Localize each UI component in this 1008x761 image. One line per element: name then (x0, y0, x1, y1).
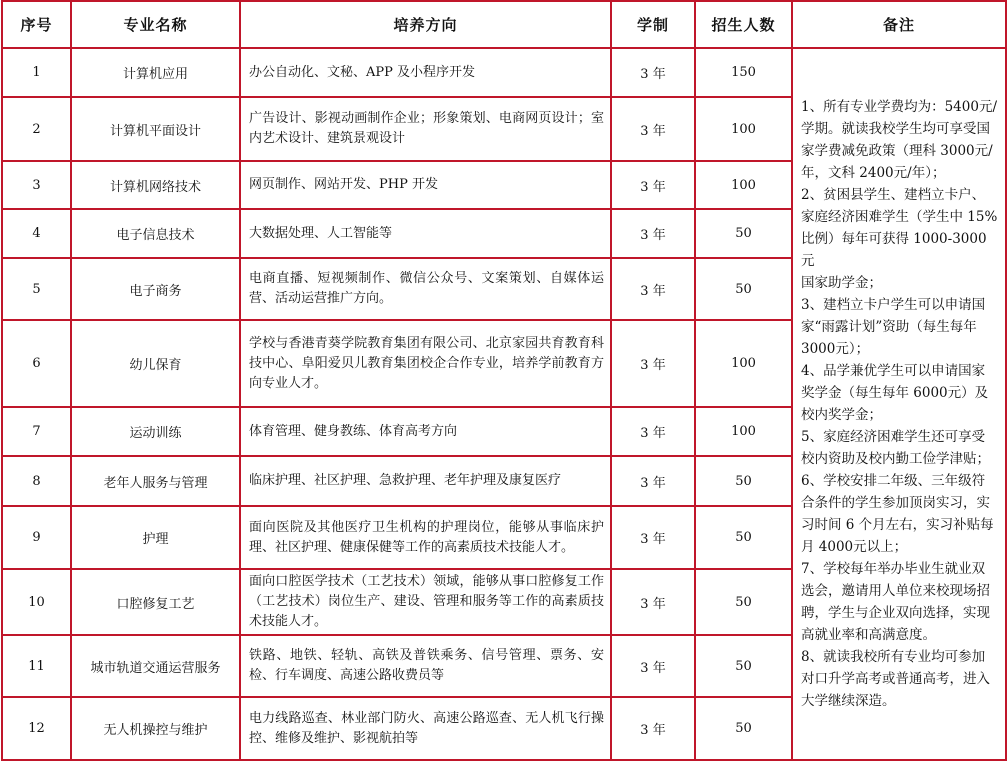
seq-cell: 7 (2, 407, 71, 456)
major-cell: 计算机平面设计 (71, 97, 240, 161)
remark-line: 合条件的学生参加顶岗实习，实 (801, 495, 990, 511)
remark-line: 奖学金（每生每年 6000元）及 (801, 385, 989, 401)
remark-line: 习时间 6 个月左右，实习补贴每 (801, 517, 994, 533)
remark-line: 6、学校安排二年级、三年级符 (801, 473, 986, 489)
remark-cell (792, 48, 1006, 760)
seq-cell: 11 (2, 635, 71, 697)
enrollment-cell: 50 (695, 209, 792, 258)
seq-cell: 2 (2, 97, 71, 161)
direction-cell: 电力线路巡查、林业部门防火、高速公路巡查、无人机飞行操控、维修及维护、影视航拍等 (240, 697, 611, 760)
remark-line: 国家助学金； (801, 275, 882, 291)
enrollment-cell: 50 (695, 506, 792, 569)
duration-cell: 3 年 (611, 506, 695, 569)
seq-cell: 9 (2, 506, 71, 569)
remark-line: 校内奖学金； (801, 407, 882, 423)
enrollment-cell: 50 (695, 258, 792, 320)
direction-cell: 面向口腔医学技术（工艺技术）领域，能够从事口腔修复工作（工艺技术）岗位生产、建设、管理和服务等工作的高素质技术技能人才。 (240, 569, 611, 635)
enrollment-cell: 150 (695, 48, 792, 97)
enrollment-cell: 50 (695, 569, 792, 635)
seq-cell: 5 (2, 258, 71, 320)
direction-cell: 体育管理、健身教练、体育高考方向 (240, 407, 611, 456)
major-cell: 城市轨道交通运营服务 (71, 635, 240, 697)
header-remark: 备注 (792, 1, 1006, 48)
seq-cell: 12 (2, 697, 71, 760)
enrollment-cell: 100 (695, 320, 792, 407)
enrollment-table (1, 0, 1007, 761)
major-cell: 无人机操控与维护 (71, 697, 240, 760)
remark-line: 2、贫困县学生、建档立卡户、 (801, 187, 986, 203)
seq-cell: 1 (2, 48, 71, 97)
seq-cell: 4 (2, 209, 71, 258)
remark-line: 学期。就读我校学生均可享受国 (801, 121, 990, 137)
remark-line: 7、学校每年举办毕业生就业双 (801, 561, 986, 577)
direction-cell: 面向医院及其他医疗卫生机构的护理岗位，能够从事临床护理、社区护理、健康保健等工作的高素质技术技能人才。 (240, 506, 611, 569)
table-row (2, 48, 1006, 97)
duration-cell: 3 年 (611, 407, 695, 456)
enrollment-cell: 100 (695, 97, 792, 161)
remark-line: 选会，邀请用人单位来校现场招 (801, 583, 990, 599)
remark-line: 家庭经济困难学生（学生中 15% (801, 209, 998, 225)
major-cell: 口腔修复工艺 (71, 569, 240, 635)
remark-line: 8、就读我校所有专业均可参加 (801, 649, 986, 665)
major-cell: 幼儿保育 (71, 320, 240, 407)
remark-line: 3、建档立卡户学生可以申请国 (801, 297, 986, 313)
duration-cell: 3 年 (611, 209, 695, 258)
header-row (2, 1, 1006, 48)
remark-line: 4、品学兼优学生可以申请国家 (801, 363, 986, 379)
duration-cell: 3 年 (611, 161, 695, 209)
remark-text (801, 96, 999, 712)
seq-cell: 10 (2, 569, 71, 635)
remark-line: 校内资助及校内勤工俭学津贴； (801, 451, 990, 467)
major-cell: 护理 (71, 506, 240, 569)
enrollment-cell: 50 (695, 697, 792, 760)
major-cell: 电子商务 (71, 258, 240, 320)
duration-cell: 3 年 (611, 697, 695, 760)
remark-line: 比例）每年可获得 1000-3000元 (801, 231, 987, 269)
direction-cell: 临床护理、社区护理、急救护理、老年护理及康复医疗 (240, 456, 611, 506)
remark-line: 大学继续深造。 (801, 693, 896, 709)
enrollment-cell: 100 (695, 161, 792, 209)
header-seq: 序号 (2, 1, 71, 48)
direction-cell: 铁路、地铁、轻轨、高铁及普铁乘务、信号管理、票务、安检、行车调度、高速公路收费员等 (240, 635, 611, 697)
direction-cell: 网页制作、网站开发、PHP 开发 (240, 161, 611, 209)
major-cell: 老年人服务与管理 (71, 456, 240, 506)
major-cell: 电子信息技术 (71, 209, 240, 258)
seq-cell: 8 (2, 456, 71, 506)
direction-cell: 学校与香港青葵学院教育集团有限公司、北京家园共育教育科技中心、阜阳爱贝儿教育集团校企合作专业，培养学前教育方向专业人才。 (240, 320, 611, 407)
remark-line: 月 4000元以上； (801, 539, 908, 555)
remark-line: 家“雨露计划”资助（每生每年 (801, 319, 977, 335)
seq-cell: 3 (2, 161, 71, 209)
remark-line: 家学费减免政策（理科 3000元/ (801, 143, 993, 159)
remark-line: 5、家庭经济困难学生还可享受 (801, 429, 986, 445)
header-duration: 学制 (611, 1, 695, 48)
duration-cell: 3 年 (611, 48, 695, 97)
enrollment-cell: 100 (695, 407, 792, 456)
major-cell: 运动训练 (71, 407, 240, 456)
duration-cell: 3 年 (611, 456, 695, 506)
remark-line: 聘，学生与企业双向选择，实现 (801, 605, 990, 621)
remark-line: 高就业率和高满意度。 (801, 627, 936, 643)
seq-cell: 6 (2, 320, 71, 407)
header-enrollment: 招生人数 (695, 1, 792, 48)
major-cell: 计算机应用 (71, 48, 240, 97)
enrollment-cell: 50 (695, 635, 792, 697)
header-direction: 培养方向 (240, 1, 611, 48)
enrollment-cell: 50 (695, 456, 792, 506)
duration-cell: 3 年 (611, 569, 695, 635)
remark-line: 3000元）； (801, 341, 870, 357)
duration-cell: 3 年 (611, 320, 695, 407)
duration-cell: 3 年 (611, 97, 695, 161)
direction-cell: 电商直播、短视频制作、微信公众号、文案策划、自媒体运营、活动运营推广方向。 (240, 258, 611, 320)
direction-cell: 办公自动化、文秘、APP 及小程序开发 (240, 48, 611, 97)
remark-line: 对口升学高考或普通高考，进入 (801, 671, 990, 687)
direction-cell: 大数据处理、人工智能等 (240, 209, 611, 258)
direction-cell: 广告设计、影视动画制作企业；形象策划、电商网页设计；室内艺术设计、建筑景观设计 (240, 97, 611, 161)
remark-line: 1、所有专业学费均为：5400元/ (801, 99, 997, 115)
major-cell: 计算机网络技术 (71, 161, 240, 209)
remark-line: 年，文科 2400元/年）； (801, 165, 946, 181)
header-major: 专业名称 (71, 1, 240, 48)
duration-cell: 3 年 (611, 635, 695, 697)
duration-cell: 3 年 (611, 258, 695, 320)
